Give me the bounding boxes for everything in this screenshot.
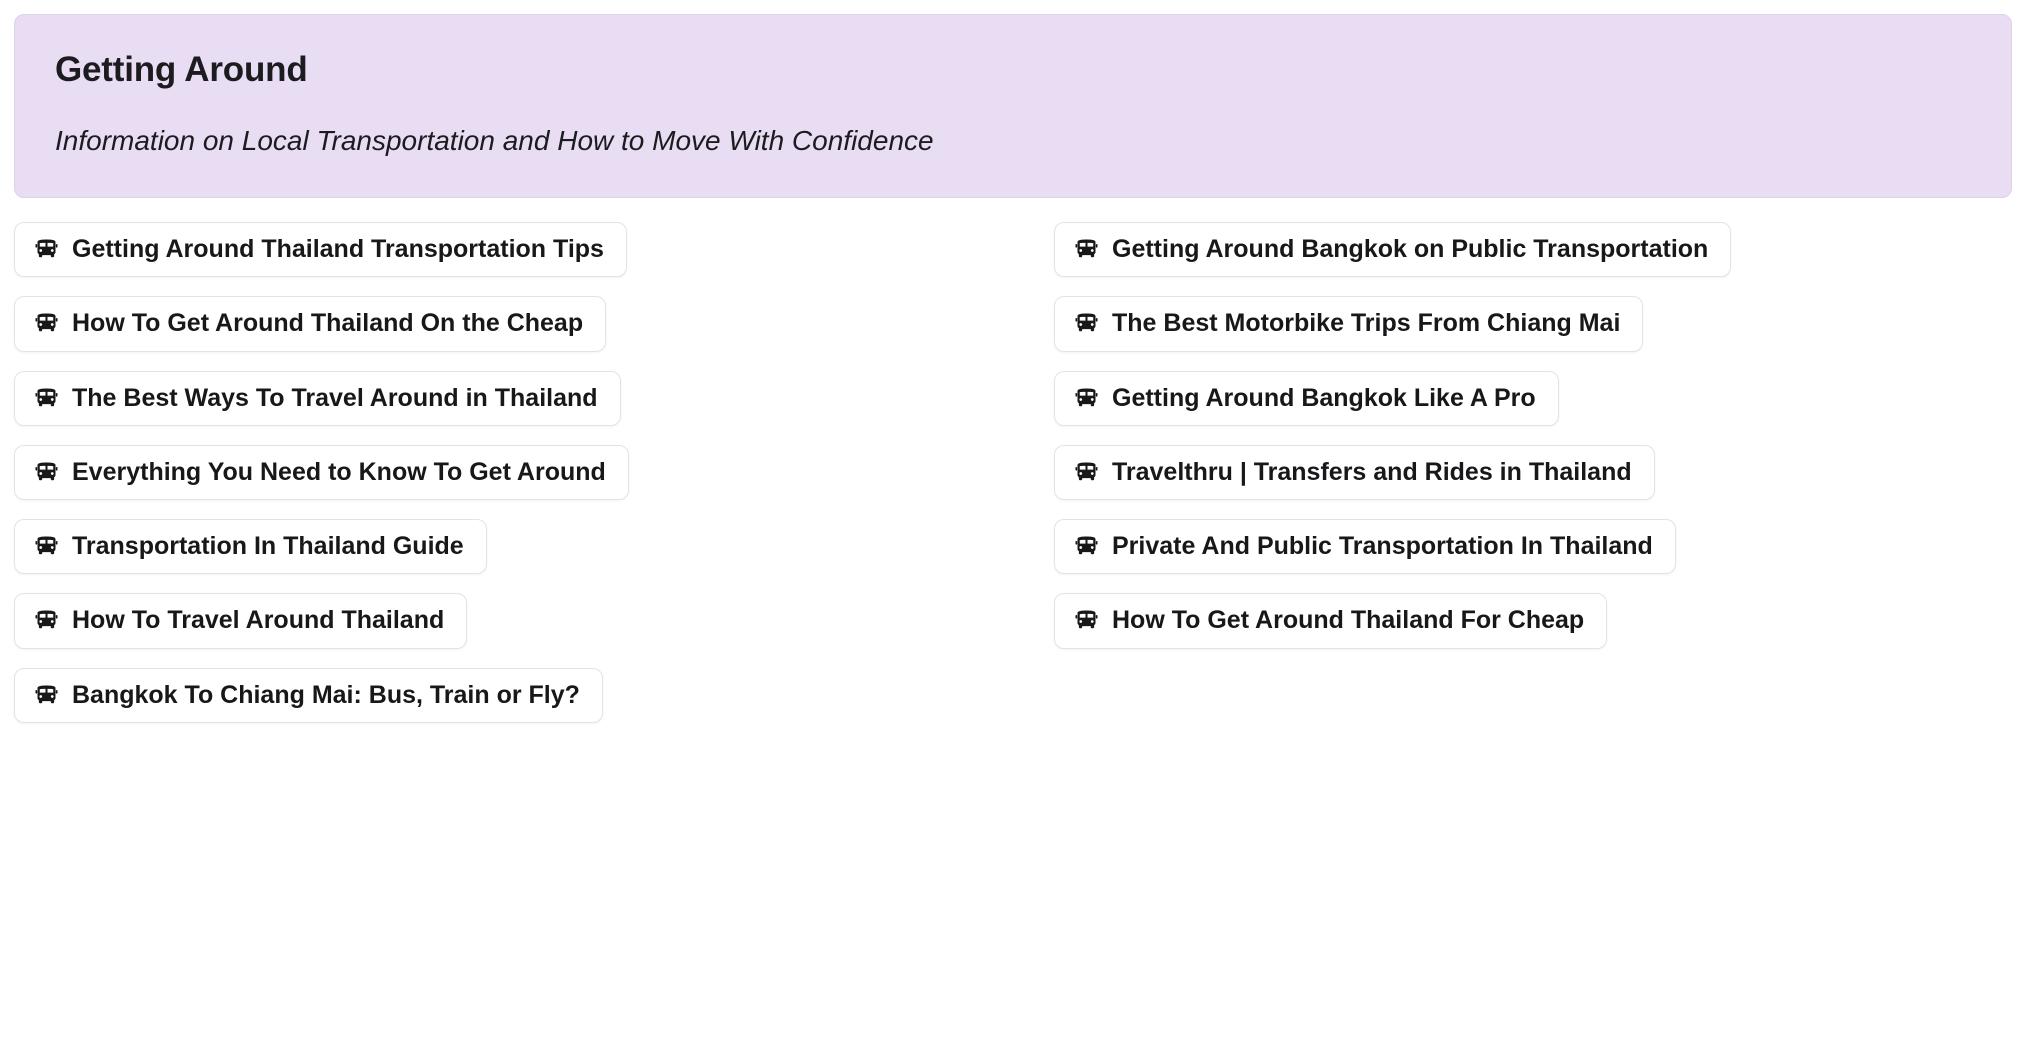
bus-icon: [1073, 311, 1100, 338]
bus-icon: [1073, 460, 1100, 487]
link-chip[interactable]: [14, 445, 629, 500]
bus-icon: [33, 683, 60, 710]
link-chip[interactable]: [1054, 445, 1655, 500]
link-chip-label: Transportation In Thailand Guide: [72, 532, 464, 561]
link-chip-label: Getting Around Bangkok Like A Pro: [1112, 383, 1536, 412]
link-chip[interactable]: [14, 593, 467, 648]
link-chip-label: The Best Motorbike Trips From Chiang Mai: [1112, 309, 1621, 338]
bus-icon: [33, 386, 60, 413]
page-header-banner: [14, 14, 2012, 198]
link-chip-label: How To Travel Around Thailand: [72, 606, 445, 635]
link-chip-label: Getting Around Bangkok on Public Transportation: [1112, 235, 1709, 264]
link-chip-label: Travelthru | Transfers and Rides in Thailand: [1112, 457, 1632, 486]
link-chip-label: The Best Ways To Travel Around in Thailand: [72, 383, 598, 412]
link-chip-label: Bangkok To Chiang Mai: Bus, Train or Fly?: [72, 680, 580, 709]
link-chip[interactable]: [14, 296, 606, 351]
link-chip-label: How To Get Around Thailand For Cheap: [1112, 606, 1585, 635]
link-chip-columns: [0, 198, 2026, 723]
link-chip[interactable]: [14, 668, 603, 723]
link-chip[interactable]: [1054, 222, 1731, 277]
link-chip[interactable]: [1054, 593, 1607, 648]
link-chip[interactable]: [1054, 519, 1676, 574]
link-chip-label: Private And Public Transportation In Thailand: [1112, 532, 1653, 561]
link-chip-label: Everything You Need to Know To Get Around: [72, 457, 606, 486]
bus-icon: [1073, 386, 1100, 413]
link-chip[interactable]: [1054, 371, 1559, 426]
link-chip-label: Getting Around Thailand Transportation Tips: [72, 235, 604, 264]
bus-icon: [1073, 237, 1100, 264]
bus-icon: [33, 460, 60, 487]
link-column-left: [14, 222, 1054, 723]
page-title: Getting Around: [55, 50, 308, 89]
bus-icon: [33, 311, 60, 338]
bus-icon: [1073, 534, 1100, 561]
bus-icon: [33, 534, 60, 561]
bus-icon: [1073, 608, 1100, 635]
page-subtitle: Information on Local Transportation and How to Move With Confidence: [55, 124, 934, 156]
link-chip[interactable]: [1054, 296, 1643, 351]
link-chip[interactable]: [14, 371, 621, 426]
link-chip[interactable]: [14, 519, 487, 574]
link-chip-label: How To Get Around Thailand On the Cheap: [72, 309, 584, 338]
link-chip[interactable]: [14, 222, 627, 277]
link-column-right: [1054, 222, 1994, 723]
bus-icon: [33, 608, 60, 635]
bus-icon: [33, 237, 60, 264]
